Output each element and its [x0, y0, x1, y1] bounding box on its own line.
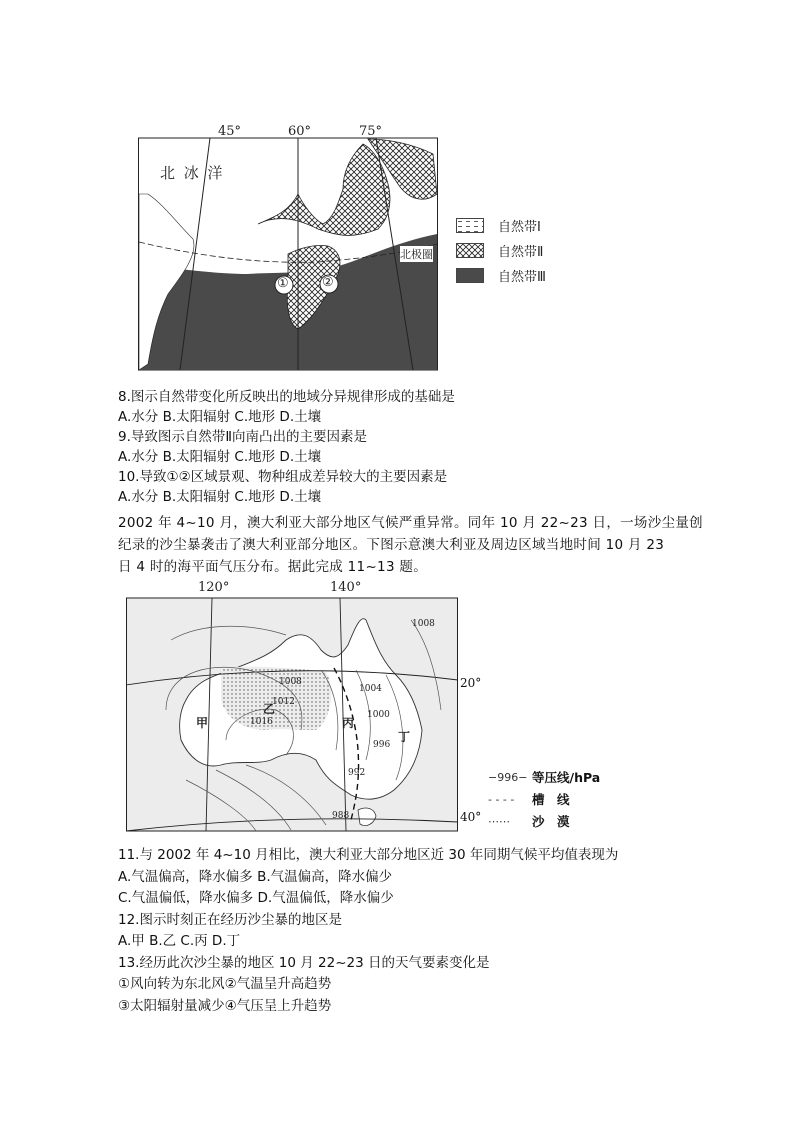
- latitude-label: 40°: [460, 810, 482, 824]
- isobar-label: 1000: [367, 710, 390, 720]
- intro-paragraph: [118, 512, 708, 578]
- legend-label: 自然带Ⅱ: [498, 244, 544, 260]
- arctic-circle-label: 北极圈: [400, 248, 433, 261]
- solid-swatch-icon: [456, 268, 484, 283]
- legend-item: [456, 264, 576, 286]
- question-line: 13.经历此次沙尘暴的地区 10 月 22~23 日的天气要素变化是: [118, 954, 490, 971]
- legend-item: [488, 810, 618, 832]
- legend-label: 沙 漠: [532, 814, 570, 829]
- question-line: 12.图示时刻正在经历沙尘暴的地区是: [118, 911, 342, 928]
- isobar-label: 996: [373, 740, 391, 750]
- arctic-ocean-label: 北 冰 洋: [160, 164, 225, 182]
- intro-line: 日 4 时的海平面气压分布。据此完成 11~13 题。: [118, 559, 428, 575]
- question-options: A.水分 B.太阳辐射 C.地形 D.土壤: [118, 409, 322, 425]
- legend-item: [456, 214, 576, 236]
- region-label: 丁: [398, 730, 411, 744]
- question-text: 8.图示自然带变化所反映出的地域分异规律形成的基础是: [118, 389, 455, 405]
- isobar-key-icon: −996−: [488, 770, 528, 784]
- region-label: 甲: [196, 716, 209, 730]
- isobar-label: 1012: [272, 697, 295, 707]
- question-line: A.气温偏高，降水偏多 B.气温偏高，降水偏少: [118, 868, 393, 885]
- questions-11-13: [118, 845, 698, 1017]
- intro-line: 2002 年 4~10 月，澳大利亚大部分地区气候严重异常。同年 10 月 22~23 日，一场沙尘量创: [118, 515, 703, 531]
- longitude-label: 140°: [330, 580, 362, 595]
- isobar-label: 988: [332, 811, 350, 821]
- marker-2: ②: [322, 275, 334, 290]
- longitude-label: 60°: [288, 124, 312, 139]
- question-line: A.甲 B.乙 C.丙 D.丁: [118, 933, 241, 949]
- questions-8-10: [118, 387, 698, 507]
- region-label: 丙: [342, 716, 355, 730]
- isobar-label: 992: [348, 768, 366, 778]
- question-line: 11.与 2002 年 4~10 月相比，澳大利亚大部分地区近 30 年同期气候平均值表现为: [118, 847, 619, 863]
- isobar-label: 1008: [412, 619, 435, 629]
- legend-label: 自然带Ⅲ: [498, 269, 546, 285]
- natural-zone-map: [138, 124, 438, 371]
- trough-key-icon: - - - -: [488, 792, 515, 806]
- desert-key-icon: ⋯⋯: [488, 814, 510, 828]
- latitude-label: 20°: [460, 676, 482, 690]
- legend-label: 自然带Ⅰ: [498, 219, 541, 235]
- natural-zone-legend: [456, 214, 576, 289]
- isobar-label: 1004: [359, 684, 382, 694]
- question-options: A.水分 B.太阳辐射 C.地形 D.土壤: [118, 449, 322, 465]
- australia-pressure-map: [126, 580, 458, 832]
- question-line: ①风向转为东北风②气温呈升高趋势: [118, 976, 332, 992]
- legend-label: 槽 线: [532, 792, 570, 807]
- intro-line: 纪录的沙尘暴袭击了澳大利亚部分地区。下图示意澳大利亚及周边区域当地时间 10 月 23: [118, 537, 665, 553]
- legend-item: [456, 239, 576, 261]
- dash-swatch-icon: [456, 218, 484, 233]
- question-line: ③太阳辐射量减少④气压呈上升趋势: [118, 997, 332, 1014]
- longitude-label: 45°: [218, 124, 242, 139]
- longitude-label: 75°: [359, 124, 383, 139]
- marker-1: ①: [277, 276, 289, 291]
- longitude-label: 120°: [198, 580, 230, 595]
- pressure-legend: [488, 766, 618, 832]
- legend-item: [488, 766, 618, 788]
- question-options: A.水分 B.太阳辐射 C.地形 D.土壤: [118, 489, 322, 505]
- question-line: C.气温偏低，降水偏多 D.气温偏低，降水偏少: [118, 890, 394, 906]
- question-text: 9.导致图示自然带Ⅱ向南凸出的主要因素是: [118, 429, 368, 445]
- isobar-label: 1016: [250, 717, 273, 727]
- isobar-label: 1008: [279, 677, 302, 687]
- legend-label: 等压线/hPa: [532, 770, 601, 785]
- cross-swatch-icon: [456, 243, 484, 258]
- question-text: 10.导致①②区域景观、物种组成差异较大的主要因素是: [118, 469, 448, 485]
- legend-item: [488, 788, 618, 810]
- region-label: 乙: [263, 702, 276, 716]
